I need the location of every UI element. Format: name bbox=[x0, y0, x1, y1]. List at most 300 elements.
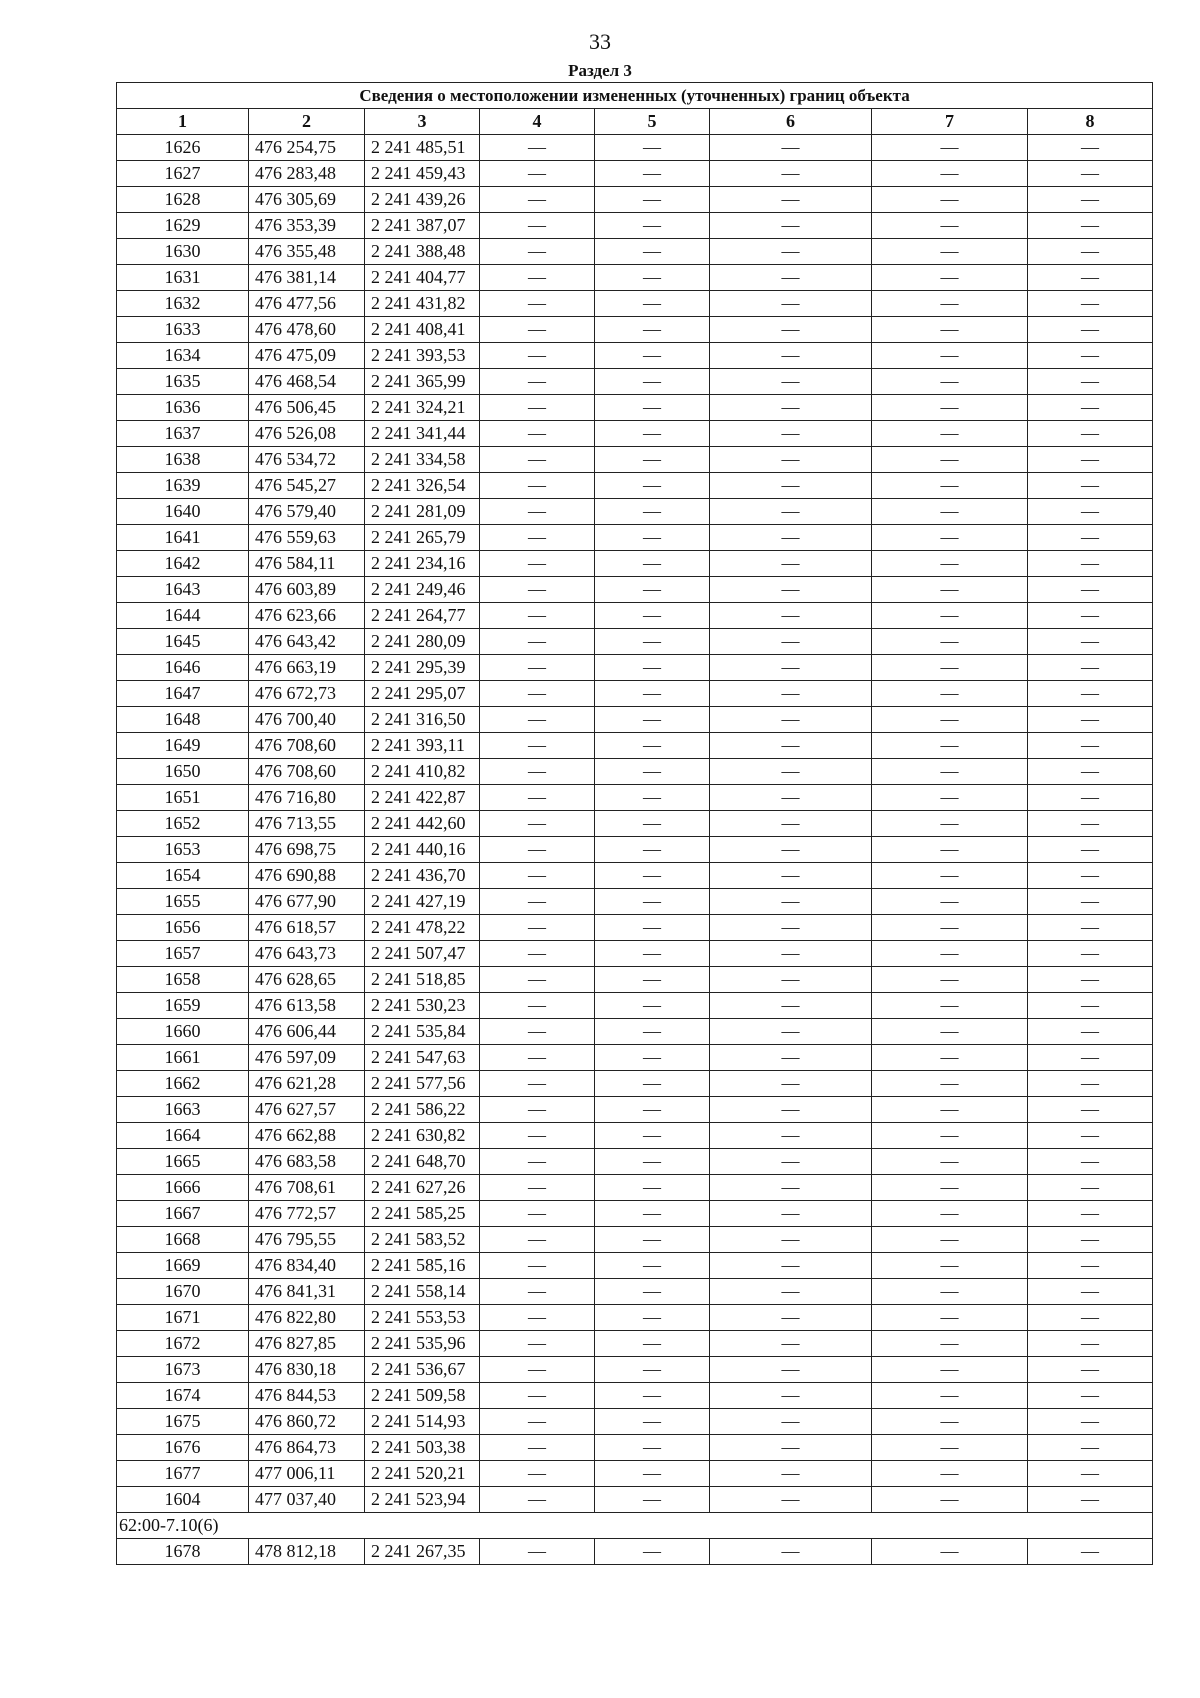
x-coordinate-cell: 476 690,88 bbox=[249, 863, 365, 889]
empty-value-cell: — bbox=[872, 1097, 1028, 1123]
empty-value-cell: — bbox=[1028, 473, 1153, 499]
empty-value-cell: — bbox=[710, 265, 872, 291]
empty-value-cell: — bbox=[872, 135, 1028, 161]
point-number-cell: 1657 bbox=[117, 941, 249, 967]
table-row bbox=[117, 785, 1153, 811]
point-number-cell: 1649 bbox=[117, 733, 249, 759]
empty-value-cell: — bbox=[710, 733, 872, 759]
empty-value-cell: — bbox=[595, 941, 710, 967]
empty-value-cell: — bbox=[872, 1279, 1028, 1305]
x-coordinate-cell: 476 627,57 bbox=[249, 1097, 365, 1123]
empty-value-cell: — bbox=[872, 811, 1028, 837]
page-number: 33 bbox=[589, 29, 611, 54]
table-row bbox=[117, 1331, 1153, 1357]
empty-value-cell: — bbox=[595, 889, 710, 915]
point-number-cell: 1660 bbox=[117, 1019, 249, 1045]
empty-value-cell: — bbox=[480, 1461, 595, 1487]
point-number-cell: 1629 bbox=[117, 213, 249, 239]
y-coordinate-cell: 2 241 507,47 bbox=[365, 941, 480, 967]
table-row bbox=[117, 499, 1153, 525]
empty-value-cell: — bbox=[595, 759, 710, 785]
empty-value-cell: — bbox=[1028, 291, 1153, 317]
empty-value-cell: — bbox=[1028, 1071, 1153, 1097]
y-coordinate-cell: 2 241 459,43 bbox=[365, 161, 480, 187]
empty-value-cell: — bbox=[480, 863, 595, 889]
y-coordinate-cell: 2 241 523,94 bbox=[365, 1487, 480, 1513]
empty-value-cell: — bbox=[710, 1279, 872, 1305]
table-row bbox=[117, 967, 1153, 993]
point-number-cell: 1637 bbox=[117, 421, 249, 447]
point-number-cell: 1648 bbox=[117, 707, 249, 733]
empty-value-cell: — bbox=[1028, 395, 1153, 421]
empty-value-cell: — bbox=[1028, 785, 1153, 811]
empty-value-cell: — bbox=[595, 785, 710, 811]
empty-value-cell: — bbox=[595, 915, 710, 941]
empty-value-cell: — bbox=[480, 1175, 595, 1201]
column-header: 6 bbox=[710, 109, 872, 135]
empty-value-cell: — bbox=[595, 239, 710, 265]
y-coordinate-cell: 2 241 503,38 bbox=[365, 1435, 480, 1461]
y-coordinate-cell: 2 241 442,60 bbox=[365, 811, 480, 837]
empty-value-cell: — bbox=[480, 1045, 595, 1071]
empty-value-cell: — bbox=[710, 967, 872, 993]
empty-value-cell: — bbox=[595, 1123, 710, 1149]
empty-value-cell: — bbox=[480, 291, 595, 317]
point-number-cell: 1643 bbox=[117, 577, 249, 603]
empty-value-cell: — bbox=[710, 1201, 872, 1227]
empty-value-cell: — bbox=[710, 447, 872, 473]
empty-value-cell: — bbox=[480, 811, 595, 837]
y-coordinate-cell: 2 241 436,70 bbox=[365, 863, 480, 889]
empty-value-cell: — bbox=[480, 1097, 595, 1123]
empty-value-cell: — bbox=[1028, 1435, 1153, 1461]
empty-value-cell: — bbox=[710, 343, 872, 369]
point-number-cell: 1653 bbox=[117, 837, 249, 863]
x-coordinate-cell: 476 716,80 bbox=[249, 785, 365, 811]
x-coordinate-cell: 476 283,48 bbox=[249, 161, 365, 187]
y-coordinate-cell: 2 241 295,07 bbox=[365, 681, 480, 707]
table-row bbox=[117, 135, 1153, 161]
empty-value-cell: — bbox=[710, 681, 872, 707]
empty-value-cell: — bbox=[480, 499, 595, 525]
empty-value-cell: — bbox=[710, 161, 872, 187]
empty-value-cell: — bbox=[710, 1149, 872, 1175]
point-number-cell: 1647 bbox=[117, 681, 249, 707]
table-row bbox=[117, 837, 1153, 863]
empty-value-cell: — bbox=[595, 863, 710, 889]
empty-value-cell: — bbox=[710, 837, 872, 863]
y-coordinate-cell: 2 241 530,23 bbox=[365, 993, 480, 1019]
point-number-cell: 1654 bbox=[117, 863, 249, 889]
empty-value-cell: — bbox=[1028, 811, 1153, 837]
y-coordinate-cell: 2 241 249,46 bbox=[365, 577, 480, 603]
column-header: 1 bbox=[117, 109, 249, 135]
x-coordinate-cell: 476 545,27 bbox=[249, 473, 365, 499]
table-row bbox=[117, 1071, 1153, 1097]
y-coordinate-cell: 2 241 408,41 bbox=[365, 317, 480, 343]
empty-value-cell: — bbox=[1028, 967, 1153, 993]
empty-value-cell: — bbox=[1028, 525, 1153, 551]
point-number-cell: 1666 bbox=[117, 1175, 249, 1201]
empty-value-cell: — bbox=[872, 1461, 1028, 1487]
table-row bbox=[117, 525, 1153, 551]
column-header: 5 bbox=[595, 109, 710, 135]
point-number-cell: 1651 bbox=[117, 785, 249, 811]
point-number-cell: 1664 bbox=[117, 1123, 249, 1149]
table-row bbox=[117, 733, 1153, 759]
y-coordinate-cell: 2 241 514,93 bbox=[365, 1409, 480, 1435]
empty-value-cell: — bbox=[710, 707, 872, 733]
table-row bbox=[117, 1383, 1153, 1409]
empty-value-cell: — bbox=[595, 525, 710, 551]
empty-value-cell: — bbox=[595, 135, 710, 161]
empty-value-cell: — bbox=[1028, 369, 1153, 395]
empty-value-cell: — bbox=[872, 837, 1028, 863]
table-row bbox=[117, 551, 1153, 577]
empty-value-cell: — bbox=[480, 551, 595, 577]
y-coordinate-cell: 2 241 558,14 bbox=[365, 1279, 480, 1305]
y-coordinate-cell: 2 241 520,21 bbox=[365, 1461, 480, 1487]
table-row bbox=[117, 1409, 1153, 1435]
empty-value-cell: — bbox=[595, 1045, 710, 1071]
empty-value-cell: — bbox=[872, 1409, 1028, 1435]
empty-value-cell: — bbox=[595, 1097, 710, 1123]
table-row bbox=[117, 239, 1153, 265]
point-number-cell: 1641 bbox=[117, 525, 249, 551]
x-coordinate-cell: 476 618,57 bbox=[249, 915, 365, 941]
empty-value-cell: — bbox=[595, 499, 710, 525]
empty-value-cell: — bbox=[595, 395, 710, 421]
table-row bbox=[117, 889, 1153, 915]
x-coordinate-cell: 476 834,40 bbox=[249, 1253, 365, 1279]
x-coordinate-cell: 476 830,18 bbox=[249, 1357, 365, 1383]
empty-value-cell: — bbox=[480, 785, 595, 811]
column-header: 4 bbox=[480, 109, 595, 135]
empty-value-cell: — bbox=[872, 525, 1028, 551]
y-coordinate-cell: 2 241 334,58 bbox=[365, 447, 480, 473]
x-coordinate-cell: 478 812,18 bbox=[249, 1539, 365, 1565]
empty-value-cell: — bbox=[710, 1227, 872, 1253]
point-number-cell: 1631 bbox=[117, 265, 249, 291]
point-number-cell: 1675 bbox=[117, 1409, 249, 1435]
empty-value-cell: — bbox=[872, 161, 1028, 187]
x-coordinate-cell: 476 860,72 bbox=[249, 1409, 365, 1435]
empty-value-cell: — bbox=[595, 577, 710, 603]
table-caption-row bbox=[117, 83, 1153, 109]
empty-value-cell: — bbox=[595, 473, 710, 499]
empty-value-cell: — bbox=[710, 603, 872, 629]
empty-value-cell: — bbox=[1028, 1175, 1153, 1201]
empty-value-cell: — bbox=[872, 1539, 1028, 1565]
y-coordinate-cell: 2 241 439,26 bbox=[365, 187, 480, 213]
empty-value-cell: — bbox=[595, 993, 710, 1019]
point-number-cell: 1677 bbox=[117, 1461, 249, 1487]
empty-value-cell: — bbox=[595, 1175, 710, 1201]
y-coordinate-cell: 2 241 509,58 bbox=[365, 1383, 480, 1409]
empty-value-cell: — bbox=[595, 213, 710, 239]
x-coordinate-cell: 476 381,14 bbox=[249, 265, 365, 291]
empty-value-cell: — bbox=[480, 759, 595, 785]
x-coordinate-cell: 476 827,85 bbox=[249, 1331, 365, 1357]
table-row bbox=[117, 1305, 1153, 1331]
point-number-cell: 1663 bbox=[117, 1097, 249, 1123]
empty-value-cell: — bbox=[480, 1487, 595, 1513]
empty-value-cell: — bbox=[1028, 1539, 1153, 1565]
y-coordinate-cell: 2 241 586,22 bbox=[365, 1097, 480, 1123]
x-coordinate-cell: 476 677,90 bbox=[249, 889, 365, 915]
empty-value-cell: — bbox=[480, 707, 595, 733]
empty-value-cell: — bbox=[710, 421, 872, 447]
empty-value-cell: — bbox=[595, 421, 710, 447]
empty-value-cell: — bbox=[480, 603, 595, 629]
empty-value-cell: — bbox=[710, 1305, 872, 1331]
empty-value-cell: — bbox=[595, 1253, 710, 1279]
table-row bbox=[117, 291, 1153, 317]
empty-value-cell: — bbox=[480, 1253, 595, 1279]
empty-value-cell: — bbox=[1028, 187, 1153, 213]
empty-value-cell: — bbox=[872, 265, 1028, 291]
y-coordinate-cell: 2 241 422,87 bbox=[365, 785, 480, 811]
x-coordinate-cell: 476 606,44 bbox=[249, 1019, 365, 1045]
x-coordinate-cell: 476 628,65 bbox=[249, 967, 365, 993]
empty-value-cell: — bbox=[595, 1487, 710, 1513]
empty-value-cell: — bbox=[872, 707, 1028, 733]
empty-value-cell: — bbox=[1028, 1097, 1153, 1123]
x-coordinate-cell: 476 841,31 bbox=[249, 1279, 365, 1305]
x-coordinate-cell: 476 475,09 bbox=[249, 343, 365, 369]
x-coordinate-cell: 476 534,72 bbox=[249, 447, 365, 473]
empty-value-cell: — bbox=[595, 811, 710, 837]
y-coordinate-cell: 2 241 295,39 bbox=[365, 655, 480, 681]
empty-value-cell: — bbox=[872, 551, 1028, 577]
x-coordinate-cell: 477 037,40 bbox=[249, 1487, 365, 1513]
table-row bbox=[117, 915, 1153, 941]
point-number-cell: 1652 bbox=[117, 811, 249, 837]
group-section bbox=[117, 1513, 1153, 1539]
empty-value-cell: — bbox=[710, 1539, 872, 1565]
empty-value-cell: — bbox=[480, 135, 595, 161]
point-number-cell: 1645 bbox=[117, 629, 249, 655]
empty-value-cell: — bbox=[872, 759, 1028, 785]
empty-value-cell: — bbox=[872, 1357, 1028, 1383]
y-coordinate-cell: 2 241 630,82 bbox=[365, 1123, 480, 1149]
y-coordinate-cell: 2 241 535,96 bbox=[365, 1331, 480, 1357]
empty-value-cell: — bbox=[872, 187, 1028, 213]
empty-value-cell: — bbox=[595, 1461, 710, 1487]
empty-value-cell: — bbox=[872, 213, 1028, 239]
empty-value-cell: — bbox=[872, 1383, 1028, 1409]
table-row bbox=[117, 629, 1153, 655]
table-body-after-group bbox=[117, 1539, 1153, 1565]
x-coordinate-cell: 476 584,11 bbox=[249, 551, 365, 577]
empty-value-cell: — bbox=[595, 1071, 710, 1097]
empty-value-cell: — bbox=[872, 915, 1028, 941]
table-row bbox=[117, 603, 1153, 629]
x-coordinate-cell: 476 353,39 bbox=[249, 213, 365, 239]
empty-value-cell: — bbox=[710, 1071, 872, 1097]
empty-value-cell: — bbox=[480, 473, 595, 499]
x-coordinate-cell: 476 708,60 bbox=[249, 759, 365, 785]
empty-value-cell: — bbox=[710, 291, 872, 317]
empty-value-cell: — bbox=[872, 889, 1028, 915]
table-row bbox=[117, 993, 1153, 1019]
empty-value-cell: — bbox=[872, 499, 1028, 525]
point-number-cell: 1669 bbox=[117, 1253, 249, 1279]
y-coordinate-cell: 2 241 536,67 bbox=[365, 1357, 480, 1383]
group-row bbox=[117, 1513, 1153, 1539]
point-number-cell: 1678 bbox=[117, 1539, 249, 1565]
empty-value-cell: — bbox=[872, 473, 1028, 499]
empty-value-cell: — bbox=[595, 161, 710, 187]
empty-value-cell: — bbox=[710, 499, 872, 525]
x-coordinate-cell: 476 254,75 bbox=[249, 135, 365, 161]
table-row bbox=[117, 213, 1153, 239]
point-number-cell: 1646 bbox=[117, 655, 249, 681]
empty-value-cell: — bbox=[480, 889, 595, 915]
y-coordinate-cell: 2 241 393,53 bbox=[365, 343, 480, 369]
empty-value-cell: — bbox=[1028, 1019, 1153, 1045]
empty-value-cell: — bbox=[480, 1331, 595, 1357]
empty-value-cell: — bbox=[872, 317, 1028, 343]
point-number-cell: 1661 bbox=[117, 1045, 249, 1071]
x-coordinate-cell: 476 672,73 bbox=[249, 681, 365, 707]
y-coordinate-cell: 2 241 388,48 bbox=[365, 239, 480, 265]
empty-value-cell: — bbox=[595, 317, 710, 343]
empty-value-cell: — bbox=[872, 1435, 1028, 1461]
empty-value-cell: — bbox=[595, 603, 710, 629]
empty-value-cell: — bbox=[872, 1123, 1028, 1149]
x-coordinate-cell: 476 844,53 bbox=[249, 1383, 365, 1409]
empty-value-cell: — bbox=[480, 1279, 595, 1305]
empty-value-cell: — bbox=[872, 1487, 1028, 1513]
empty-value-cell: — bbox=[480, 733, 595, 759]
empty-value-cell: — bbox=[710, 1097, 872, 1123]
point-number-cell: 1658 bbox=[117, 967, 249, 993]
column-header: 2 bbox=[249, 109, 365, 135]
empty-value-cell: — bbox=[1028, 1461, 1153, 1487]
empty-value-cell: — bbox=[710, 239, 872, 265]
y-coordinate-cell: 2 241 267,35 bbox=[365, 1539, 480, 1565]
empty-value-cell: — bbox=[1028, 317, 1153, 343]
y-coordinate-cell: 2 241 324,21 bbox=[365, 395, 480, 421]
empty-value-cell: — bbox=[710, 811, 872, 837]
x-coordinate-cell: 476 822,80 bbox=[249, 1305, 365, 1331]
point-number-cell: 1638 bbox=[117, 447, 249, 473]
x-coordinate-cell: 476 477,56 bbox=[249, 291, 365, 317]
table-row bbox=[117, 863, 1153, 889]
empty-value-cell: — bbox=[872, 291, 1028, 317]
table-row bbox=[117, 161, 1153, 187]
x-coordinate-cell: 476 613,58 bbox=[249, 993, 365, 1019]
y-coordinate-cell: 2 241 585,16 bbox=[365, 1253, 480, 1279]
table-row bbox=[117, 1123, 1153, 1149]
empty-value-cell: — bbox=[480, 993, 595, 1019]
empty-value-cell: — bbox=[480, 1357, 595, 1383]
y-coordinate-cell: 2 241 365,99 bbox=[365, 369, 480, 395]
point-number-cell: 1656 bbox=[117, 915, 249, 941]
empty-value-cell: — bbox=[872, 785, 1028, 811]
empty-value-cell: — bbox=[480, 161, 595, 187]
point-number-cell: 1673 bbox=[117, 1357, 249, 1383]
table-row bbox=[117, 265, 1153, 291]
empty-value-cell: — bbox=[710, 915, 872, 941]
empty-value-cell: — bbox=[1028, 577, 1153, 603]
empty-value-cell: — bbox=[480, 1435, 595, 1461]
x-coordinate-cell: 476 468,54 bbox=[249, 369, 365, 395]
table-row bbox=[117, 1175, 1153, 1201]
x-coordinate-cell: 476 643,73 bbox=[249, 941, 365, 967]
empty-value-cell: — bbox=[872, 967, 1028, 993]
empty-value-cell: — bbox=[1028, 1279, 1153, 1305]
empty-value-cell: — bbox=[710, 1435, 872, 1461]
empty-value-cell: — bbox=[1028, 213, 1153, 239]
empty-value-cell: — bbox=[710, 317, 872, 343]
empty-value-cell: — bbox=[872, 993, 1028, 1019]
y-coordinate-cell: 2 241 265,79 bbox=[365, 525, 480, 551]
empty-value-cell: — bbox=[710, 941, 872, 967]
y-coordinate-cell: 2 241 234,16 bbox=[365, 551, 480, 577]
y-coordinate-cell: 2 241 547,63 bbox=[365, 1045, 480, 1071]
empty-value-cell: — bbox=[1028, 421, 1153, 447]
point-number-cell: 1667 bbox=[117, 1201, 249, 1227]
table-row bbox=[117, 759, 1153, 785]
x-coordinate-cell: 476 506,45 bbox=[249, 395, 365, 421]
empty-value-cell: — bbox=[872, 1149, 1028, 1175]
table-row bbox=[117, 811, 1153, 837]
y-coordinate-cell: 2 241 280,09 bbox=[365, 629, 480, 655]
point-number-cell: 1634 bbox=[117, 343, 249, 369]
point-number-cell: 1639 bbox=[117, 473, 249, 499]
empty-value-cell: — bbox=[1028, 1045, 1153, 1071]
empty-value-cell: — bbox=[1028, 1331, 1153, 1357]
table-row bbox=[117, 577, 1153, 603]
empty-value-cell: — bbox=[872, 421, 1028, 447]
empty-value-cell: — bbox=[595, 1357, 710, 1383]
empty-value-cell: — bbox=[480, 577, 595, 603]
empty-value-cell: — bbox=[710, 135, 872, 161]
empty-value-cell: — bbox=[1028, 655, 1153, 681]
empty-value-cell: — bbox=[1028, 551, 1153, 577]
empty-value-cell: — bbox=[710, 1045, 872, 1071]
empty-value-cell: — bbox=[710, 1409, 872, 1435]
empty-value-cell: — bbox=[872, 1071, 1028, 1097]
empty-value-cell: — bbox=[872, 239, 1028, 265]
table-row bbox=[117, 1149, 1153, 1175]
x-coordinate-cell: 476 478,60 bbox=[249, 317, 365, 343]
point-number-cell: 1640 bbox=[117, 499, 249, 525]
empty-value-cell: — bbox=[872, 1045, 1028, 1071]
empty-value-cell: — bbox=[710, 863, 872, 889]
y-coordinate-cell: 2 241 577,56 bbox=[365, 1071, 480, 1097]
y-coordinate-cell: 2 241 485,51 bbox=[365, 135, 480, 161]
table-row bbox=[117, 655, 1153, 681]
x-coordinate-cell: 476 526,08 bbox=[249, 421, 365, 447]
x-coordinate-cell: 476 662,88 bbox=[249, 1123, 365, 1149]
point-number-cell: 1650 bbox=[117, 759, 249, 785]
empty-value-cell: — bbox=[595, 837, 710, 863]
x-coordinate-cell: 476 623,66 bbox=[249, 603, 365, 629]
point-number-cell: 1627 bbox=[117, 161, 249, 187]
point-number-cell: 1659 bbox=[117, 993, 249, 1019]
y-coordinate-cell: 2 241 431,82 bbox=[365, 291, 480, 317]
empty-value-cell: — bbox=[872, 343, 1028, 369]
empty-value-cell: — bbox=[872, 369, 1028, 395]
point-number-cell: 1670 bbox=[117, 1279, 249, 1305]
empty-value-cell: — bbox=[595, 343, 710, 369]
empty-value-cell: — bbox=[480, 447, 595, 473]
table-row bbox=[117, 395, 1153, 421]
x-coordinate-cell: 476 663,19 bbox=[249, 655, 365, 681]
